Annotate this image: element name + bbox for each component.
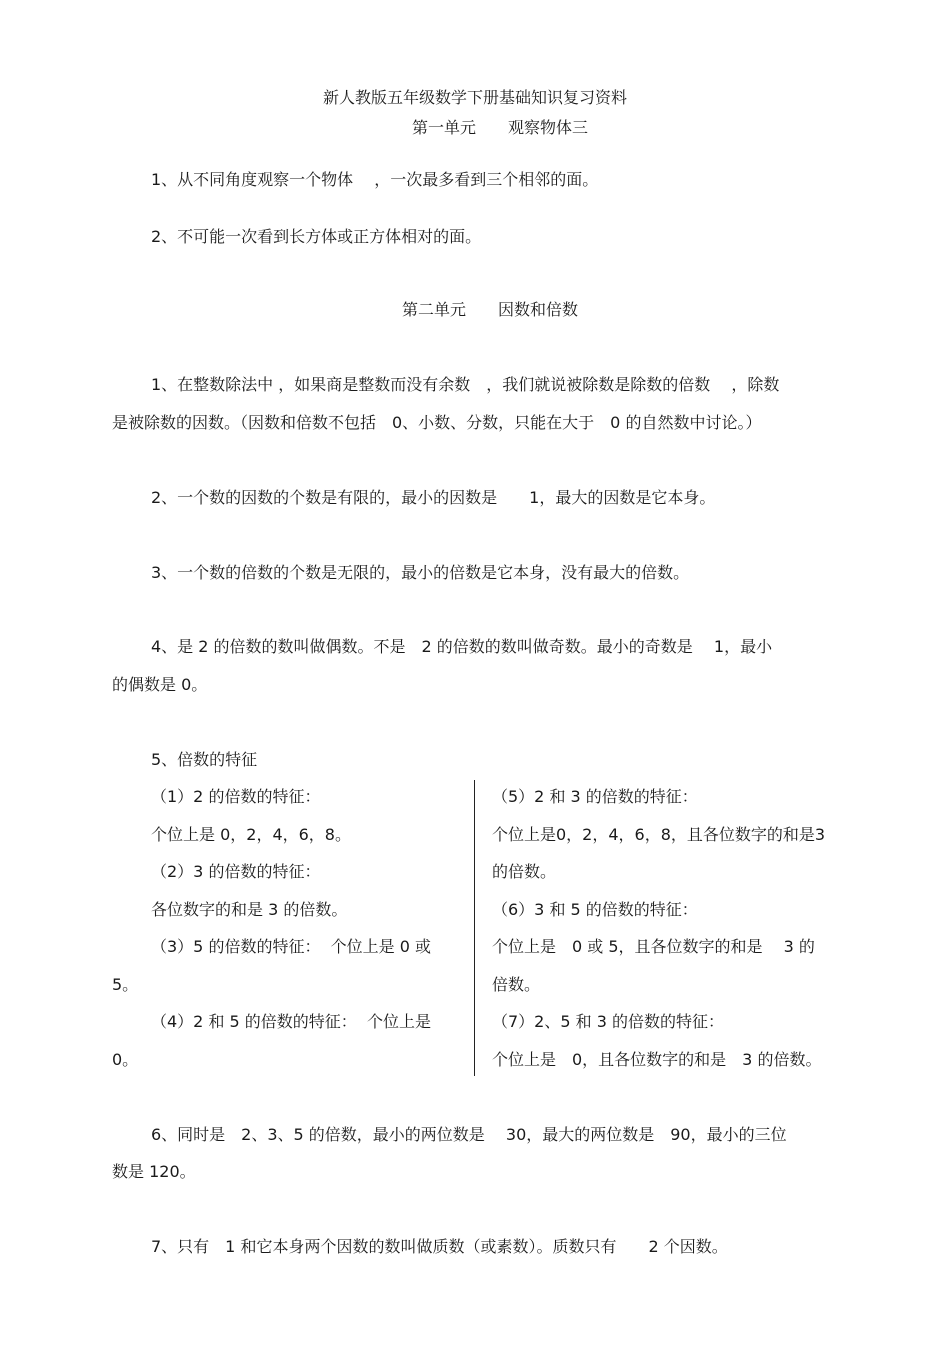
unit1-paragraph-1: 1、从不同角度观察一个物体 ，一次最多看到三个相邻的面。: [151, 170, 599, 189]
document-title: 新人教版五年级数学下册基础知识复习资料: [322, 88, 627, 107]
unit2-heading: 第二单元 因数和倍数: [401, 300, 578, 319]
feature-line: （1）2 的倍数的特征：: [151, 787, 321, 806]
unit2-paragraph-7: 7、只有 1 和它本身两个因数的数叫做质数（或素数）。质数只有 2 个因数。: [151, 1237, 728, 1256]
feature-line: 个位上是0，2，4，6，8，且各位数字的和是3: [492, 825, 826, 844]
feature-line: （5）2 和 3 的倍数的特征：: [492, 787, 698, 806]
unit2-paragraph-1-line-1: 1、在整数除法中 ，如果商是整数而没有余数 ，我们就说被除数是除数的倍数 ，除数: [151, 375, 780, 394]
feature-line: 倍数。: [492, 975, 541, 994]
feature-line: （7）2、5 和 3 的倍数的特征：: [492, 1012, 724, 1031]
feature-line: 个位上是 0，且各位数字的和是 3 的倍数。: [492, 1050, 822, 1069]
feature-line: 5。: [112, 975, 139, 994]
unit2-paragraph-4-line-1: 4、是 2 的倍数的数叫做偶数。不是 2 的倍数的数叫做奇数。最小的奇数是 1，最小: [151, 637, 773, 656]
unit1-heading: 第一单元 观察物体三: [411, 118, 588, 137]
unit2-paragraph-1-line-2: 是被除数的因数。（因数和倍数不包括 0、小数、分数，只能在大于 0 的自然数中讨论。）: [112, 413, 762, 432]
unit1-paragraph-2: 2、不可能一次看到长方体或正方体相对的面。: [151, 227, 482, 246]
feature-line: 0。: [112, 1050, 139, 1069]
feature-line: 个位上是 0 或 5，且各位数字的和是 3 的: [492, 937, 815, 956]
feature-line: 各位数字的和是 3 的倍数。: [151, 900, 348, 919]
unit2-paragraph-6-line-2: 数是 120。: [112, 1162, 196, 1181]
feature-line: （2）3 的倍数的特征：: [151, 862, 321, 881]
column-divider: [474, 780, 475, 1076]
feature-line: 个位上是 0，2，4，6，8。: [151, 825, 351, 844]
unit2-paragraph-4-line-2: 的偶数是 0。: [112, 675, 208, 694]
feature-line: 的倍数。: [492, 862, 557, 881]
feature-line: （3）5 的倍数的特征： 个位上是 0 或: [151, 937, 431, 956]
multiples-features-heading: 5、倍数的特征: [151, 750, 258, 769]
feature-line: （4）2 和 5 的倍数的特征： 个位上是: [151, 1012, 431, 1031]
unit2-paragraph-3: 3、一个数的倍数的个数是无限的，最小的倍数是它本身，没有最大的倍数。: [151, 563, 690, 582]
unit2-paragraph-2: 2、一个数的因数的个数是有限的，最小的因数是 1，最大的因数是它本身。: [151, 488, 716, 507]
unit2-paragraph-6-line-1: 6、同时是 2、3、5 的倍数，最小的两位数是 30，最大的两位数是 90，最小的三位: [151, 1125, 787, 1144]
feature-line: （6）3 和 5 的倍数的特征：: [492, 900, 698, 919]
